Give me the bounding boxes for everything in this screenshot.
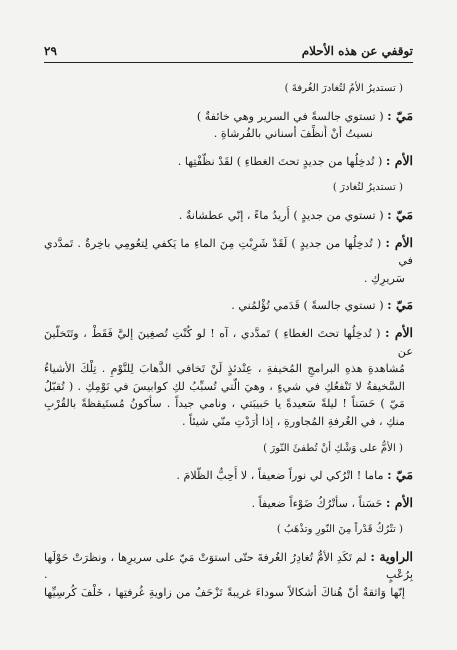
dialogue-continuation (44, 378, 413, 396)
line-text: ( تُدخِلُها من جديدٍ ) لَقَدْ شَرِبْتِ مِنَ الماءِ ما يَكفي لِتعُومِي باخِرةٌ . تَمدَّدي في (44, 236, 413, 268)
line-text: نسيتُ أنْ أُنظِّفَ أسناني بالفُرشاةِ . (213, 127, 373, 141)
dialogue-line (44, 152, 413, 171)
dialogue-continuation (44, 584, 413, 602)
stage-direction (44, 521, 413, 539)
line-text: مَيّ ) حَسَناً ! ليلةً سَعيدةً يا حَبيبَتي ، ونامي جيداً . سأكونُ مُستَيقظةً بالقُرْبِ (44, 397, 405, 411)
line-text: ( تُدخِلُها تحتَ الغطاءِ ) تَمدَّدي ، آه ! لو كُنْتِ تُصغِينَ إليَّ فَقَطْ ، وتَتَخلّينَ عن (44, 326, 413, 358)
header-divider (44, 62, 413, 63)
line-gap (44, 485, 413, 494)
line-gap (44, 287, 413, 296)
speaker-name: مَيّ : (387, 297, 413, 313)
line-gap (44, 512, 413, 521)
line-gap (44, 98, 413, 107)
line-text: ( تستوي جالسةً ) قَدَمي تُؤْلمُني . (231, 299, 388, 313)
dialogue-continuation (44, 360, 413, 378)
stage-direction (44, 179, 413, 197)
speaker-name: الأم : (385, 152, 413, 168)
line-text: ماما ! اتْرُكي لي نوراً ضعيفاً ، لا أُحِبُّ الظّلامَ . (176, 469, 388, 483)
dialogue-line (44, 324, 413, 360)
line-text: ( تُدخِلُها من جديدٍ تحتَ الغطاءِ ) لقَدْ نظّفْتِها . (177, 154, 386, 168)
line-text: لم تَكَدِ الأمُّ تُغادِرُ الغُرفةَ حتّى استوَتْ مَيّ على سريرِها ، ونظرَتْ حَوْلَها بِرُعْبٍ . (44, 550, 413, 582)
page-number: ٢٩ (44, 44, 57, 58)
header-title: توقفي عن هذه الأحلام (301, 44, 413, 58)
speaker-name: الأم : (384, 324, 413, 340)
speaker-name: الأم : (385, 494, 413, 510)
line-text: منكِ ، في الغُرفةِ المُجاورةِ ، إذا أَرَدْتِ منّي شيئاً . (182, 414, 405, 428)
line-text: إنّها وَاثقةٌ أنّ هُناكَ أشكالاً سوداءَ غريبةً تَزْحَفُ من زاويةِ غُرفتِها ، خَلْفَ كُرسِيِّها (44, 586, 405, 600)
line-gap (44, 170, 413, 179)
speaker-name: مَيّ : (387, 206, 413, 222)
line-text: حَسَناً ، سأتْرُكُ ضَوْءاً ضعيفاً . (251, 496, 386, 510)
dialogue-continuation (44, 395, 413, 413)
dialogue-continuation (44, 413, 413, 431)
line-text: مُشاهدةِ هذهِ البرامجِ المُخيفةِ ، عِنْدئذٍ لَنْ تَخافي الذَّهابَ لِلنَّوْمِ . تِلْكَ الأشياءُ (44, 362, 405, 376)
stage-direction (44, 440, 413, 458)
line-gap (44, 197, 413, 206)
dialogue-line (44, 234, 413, 270)
stage-direction (44, 80, 413, 98)
line-gap (44, 315, 413, 324)
dialogue-line (44, 206, 413, 225)
dialogue-line (44, 466, 413, 485)
dialogue-line (44, 296, 413, 315)
dialogue-line (44, 494, 413, 513)
dialogue-continuation (44, 125, 413, 143)
dialogue-line (44, 548, 413, 584)
line-gap (44, 225, 413, 234)
dialogue-line (44, 107, 413, 126)
line-text: ( تستوي من جديدٍ ) أُريدُ ماءً ، إنّي عطشانةٌ . (178, 208, 388, 222)
line-text: السَّخيفةُ لا تَنْفعُكِ في شيءٍ ، وهيَ الّتي تُسبِّبُ لكِ كوابيسَ في نَوْمِكِ . ( تُقبّلُ (44, 379, 405, 393)
line-gap (44, 539, 413, 548)
line-text: ( تتْرُكُ قَدْراً مِنَ النّورِ وتذْهَبُ ) (276, 524, 403, 536)
speaker-name: مَيّ : (387, 467, 413, 483)
line-gap (44, 457, 413, 466)
dialogue-continuation (44, 270, 413, 288)
line-text: ( تستديرُ الأمُ لتُغادرَ الغُرفةَ ) (284, 83, 403, 94)
running-header (44, 38, 413, 58)
speaker-name: مَيّ : (387, 107, 413, 123)
play-text (44, 80, 413, 636)
line-text: سَريرِكِ . (363, 271, 405, 285)
speaker-name: الراوية : (370, 548, 413, 564)
line-gap (44, 431, 413, 440)
line-text: ( الأمُّ على وَشْكِ أنْ تُطفئَ النّورَ ) (263, 442, 403, 454)
line-gap (44, 143, 413, 152)
speaker-name: الأم : (385, 234, 413, 250)
line-text: ( تستديرُ لتُغادرَ ) (332, 182, 403, 194)
line-text: ( تستوي جالسةً في السرير وهي خائفةٌ ) (196, 109, 388, 123)
